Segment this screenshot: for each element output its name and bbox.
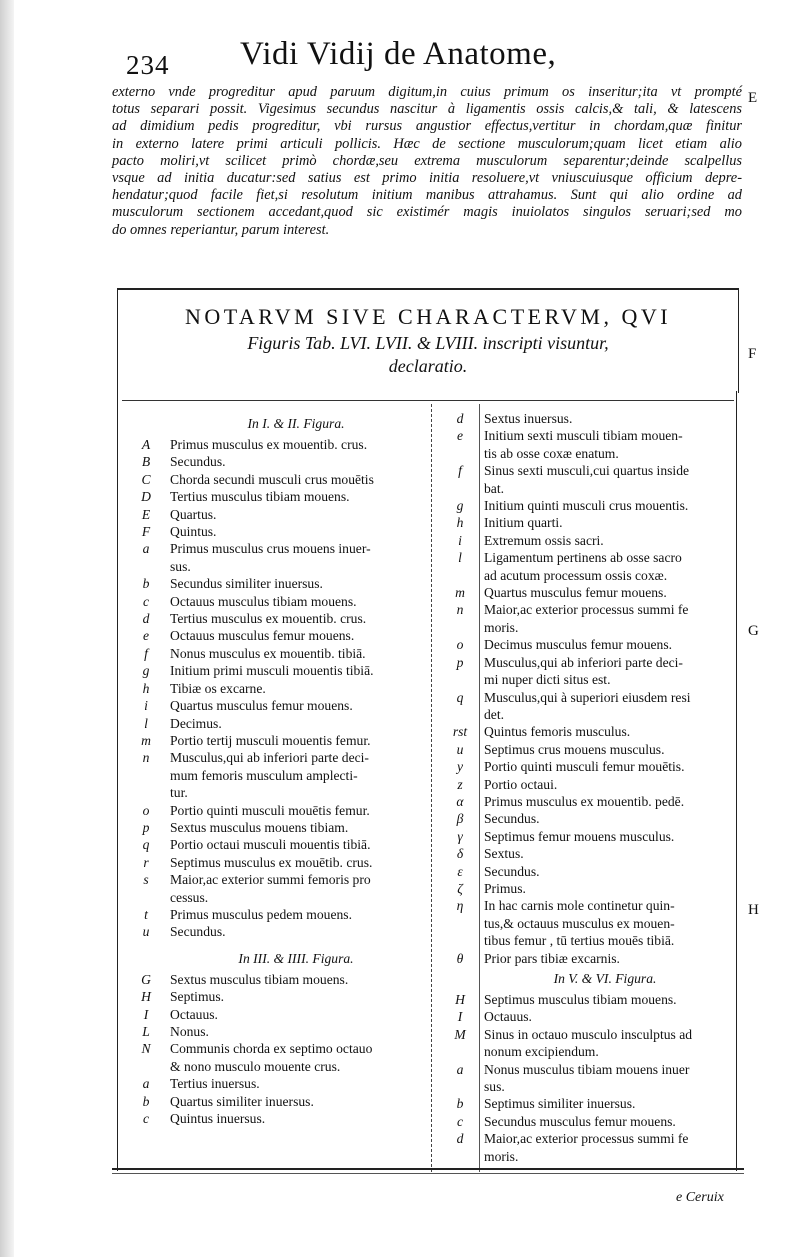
- legend-key: g: [456, 498, 464, 514]
- page-binding-shadow: [0, 0, 14, 1257]
- legend-description: Sinus in octauo musculo insculptus ad: [484, 1026, 693, 1042]
- legend-key: rst: [452, 724, 468, 740]
- legend-row: [436, 863, 734, 880]
- legend-row: [122, 558, 430, 575]
- intro-line: ad dimidium pedis progreditur, vbi rursus angustior effectus,vertitur in chordam,quæ finitur: [112, 118, 742, 135]
- legend-key: δ: [456, 846, 464, 862]
- legend-description: Portio octaui musculi mouentis tibiā.: [170, 837, 371, 853]
- legend-key: E: [141, 506, 151, 522]
- table-title-box: [117, 288, 739, 393]
- legend-row: [122, 1040, 430, 1057]
- legend-key: d: [456, 411, 464, 426]
- legend-row: [122, 906, 430, 923]
- legend-row: [436, 532, 734, 549]
- legend-description: Communis chorda ex septimo octauo: [170, 1041, 373, 1057]
- legend-row: [436, 445, 734, 462]
- legend-key: e: [456, 428, 464, 444]
- legend-key: i: [458, 532, 462, 548]
- legend-description: Tertius musculus tibiam mouens.: [170, 489, 350, 505]
- legend-key: s: [143, 872, 149, 888]
- legend-row: [122, 697, 430, 714]
- legend-key: [436, 619, 484, 636]
- legend-key: n: [142, 750, 150, 766]
- legend-description: Octauus.: [484, 1009, 532, 1025]
- intro-line: musculorum sectionem accedant,quod sic existimér magis inuiolatos singulos seruari;sed mo: [112, 204, 742, 221]
- legend-description: Quartus musculus femur mouens.: [170, 698, 353, 714]
- legend-description: Sextus musculus mouens tibiam.: [170, 819, 349, 835]
- legend-description: Portio quinti musculi mouētis femur.: [170, 802, 370, 818]
- legend-description: Portio tertij musculi mouentis femur.: [170, 732, 371, 748]
- legend-key: l: [144, 715, 148, 731]
- legend-key: G: [141, 971, 151, 987]
- legend-row: [436, 514, 734, 531]
- legend-row: [436, 497, 734, 514]
- legend-description: moris.: [484, 619, 519, 635]
- legend-key: [436, 480, 484, 497]
- legend-key: o: [142, 802, 150, 818]
- legend-row: [122, 819, 430, 836]
- legend-key: m: [141, 732, 151, 748]
- legend-row: [436, 427, 734, 444]
- running-title: Vidi Vidij de Anatome,: [240, 36, 557, 72]
- legend-row: [436, 671, 734, 688]
- legend-key: o: [456, 637, 464, 653]
- legend-key: C: [141, 471, 151, 487]
- legend-key: [436, 671, 484, 688]
- legend-row: [436, 915, 734, 932]
- legend-description: moris.: [484, 1148, 519, 1164]
- legend-key: η: [456, 898, 464, 914]
- legend-key: i: [144, 698, 148, 714]
- legend-key: ζ: [457, 880, 463, 896]
- legend-description: tibus femur , tū tertius mouēs tibiā.: [484, 933, 675, 949]
- legend-row: [436, 793, 734, 810]
- legend-key: γ: [457, 828, 463, 844]
- legend-description: Musculus,qui à superiori eiusdem resi: [484, 689, 691, 705]
- legend-row: [436, 880, 734, 897]
- legend-row: [436, 897, 734, 914]
- legend-key: a: [142, 541, 150, 557]
- legend-row: [436, 758, 734, 775]
- legend-row: [436, 741, 734, 758]
- legend-row: [436, 845, 734, 862]
- intro-line: vsque ad initia ducatur:sed satius est primo initia resoluere,vt vniuscuiusque officium depre-: [112, 170, 742, 187]
- legend-row: [122, 1006, 430, 1023]
- legend-description: Quintus.: [170, 524, 217, 540]
- legend-row: [122, 1093, 430, 1110]
- figure-heading: In V. & VI. Figura.: [553, 971, 657, 986]
- intro-line: pacto moliri,vt scilicet primò chordæ,seu extrema musculorum separentur;deinde scalpellus: [112, 152, 742, 169]
- legend-key: θ: [456, 950, 464, 966]
- legend-row: [122, 923, 430, 940]
- legend-key: t: [144, 906, 148, 922]
- legend-description: sus.: [484, 1079, 505, 1095]
- legend-row: [436, 1043, 734, 1060]
- legend-description: nonum excipiendum.: [484, 1044, 599, 1060]
- legend-key: β: [456, 811, 464, 827]
- legend-row: [122, 889, 430, 906]
- legend-row: [122, 610, 430, 627]
- legend-key: H: [455, 992, 465, 1007]
- legend-description: Quintus femoris musculus.: [484, 724, 631, 740]
- legend-key: h: [456, 515, 464, 531]
- legend-description: Sextus inuersus.: [484, 411, 573, 426]
- legend-key: g: [142, 663, 150, 679]
- legend-description: Portio octaui.: [484, 776, 558, 792]
- intro-paragraph: [112, 84, 742, 239]
- table-border-right: [736, 391, 737, 1171]
- legend-row: [436, 1095, 734, 1112]
- legend-key: N: [141, 1041, 151, 1057]
- legend-row: [122, 715, 430, 732]
- legend-description: Quintus inuersus.: [170, 1111, 266, 1127]
- legend-row: [122, 645, 430, 662]
- legend-key: p: [142, 819, 150, 835]
- legend-description: Octauus musculus tibiam mouens.: [170, 593, 357, 609]
- legend-key: b: [142, 576, 150, 592]
- legend-description: Secundus similiter inuersus.: [170, 576, 323, 592]
- legend-key: D: [141, 489, 151, 505]
- legend-row: [122, 784, 430, 801]
- legend-row: [436, 410, 734, 427]
- table-border-left: [117, 391, 118, 1171]
- legend-row: [436, 636, 734, 653]
- intro-line: totus separari possit. Vigesimus secundus nascitur à ligamentis ossis calcis,& tali, & latescens: [112, 101, 742, 118]
- legend-key: l: [458, 550, 462, 566]
- legend-description: Secundus musculus femur mouens.: [484, 1113, 676, 1129]
- legend-row: [122, 732, 430, 749]
- legend-row: [122, 662, 430, 679]
- legend-key: z: [457, 776, 463, 792]
- legend-description: sus.: [170, 558, 191, 574]
- legend-row: [436, 619, 734, 636]
- legend-row: [122, 836, 430, 853]
- legend-key: b: [456, 1096, 464, 1112]
- legend-row: [122, 523, 430, 540]
- legend-description: Decimus.: [170, 715, 222, 731]
- legend-description: Septimus similiter inuersus.: [484, 1096, 636, 1112]
- legend-row: [122, 488, 430, 505]
- legend-key: [436, 1148, 484, 1165]
- legend-description: Octauus musculus femur mouens.: [170, 628, 355, 644]
- legend-description: Septimus.: [170, 989, 225, 1005]
- legend-row: [436, 706, 734, 723]
- legend-row: [436, 480, 734, 497]
- legend-key: [122, 558, 170, 575]
- margin-note-e: E: [748, 90, 758, 106]
- table-subtitle: Figuris Tab. LVI. LVII. & LVIII. inscripti visuntur,: [247, 333, 609, 353]
- legend-row: [436, 810, 734, 827]
- margin-note-h: H: [748, 902, 759, 918]
- legend-description: Primus musculus crus mouens inuer-: [170, 541, 371, 557]
- legend-row: [436, 776, 734, 793]
- legend-row: [122, 988, 430, 1005]
- legend-key: L: [142, 1024, 150, 1039]
- table-subtitle-end: declaratio.: [388, 356, 468, 376]
- legend-key: B: [141, 454, 151, 470]
- table-title: NOTARVM SIVE CHARACTERVM, QVI: [184, 304, 672, 329]
- legend-key: r: [143, 854, 149, 870]
- legend-description: Decimus musculus femur mouens.: [484, 637, 673, 653]
- legend-row: [436, 601, 734, 618]
- legend-description: mum femoris musculum amplecti-: [170, 767, 358, 783]
- legend-list: [122, 436, 430, 941]
- legend-key: c: [142, 1111, 150, 1127]
- legend-key: [436, 915, 484, 932]
- intro-line: externo vnde progreditur apud paruum digitum,in cuius primum os inseritur;ita vt prompté: [112, 84, 742, 100]
- legend-description: Tertius musculus ex mouentib. crus.: [170, 611, 367, 627]
- legend-description: Septimus musculus tibiam mouens.: [484, 992, 677, 1007]
- legend-description: Primus musculus ex mouentib. pedē.: [484, 793, 685, 809]
- legend-description: Quartus musculus femur mouens.: [484, 585, 667, 601]
- legend-description: Sextus musculus tibiam mouens.: [170, 971, 349, 987]
- legend-description: Initium primi musculi mouentis tibiā.: [170, 663, 374, 679]
- legend-description: Primus musculus pedem mouens.: [170, 906, 352, 922]
- legend-row: [122, 854, 430, 871]
- legend-row: [436, 654, 734, 671]
- legend-row: [436, 723, 734, 740]
- legend-key: [122, 1058, 170, 1075]
- legend-key: m: [455, 585, 465, 601]
- legend-description: Initium quarti.: [484, 515, 563, 531]
- legend-key: h: [142, 680, 150, 696]
- legend-row: [436, 1113, 734, 1130]
- legend-row: [436, 828, 734, 845]
- margin-note-g: G: [748, 623, 759, 639]
- legend-key: n: [456, 602, 464, 618]
- figure-heading: In I. & II. Figura.: [247, 416, 345, 431]
- legend-key: [436, 1043, 484, 1060]
- legend-key: d: [142, 611, 150, 627]
- legend-row: [436, 689, 734, 706]
- legend-key: [436, 1078, 484, 1095]
- legend-row: [122, 453, 430, 470]
- legend-description: Tibiæ os excarne.: [170, 680, 266, 696]
- legend-key: q: [456, 689, 464, 705]
- legend-description: Primus.: [484, 880, 526, 896]
- legend-key: b: [142, 1093, 150, 1109]
- legend-row: [122, 749, 430, 766]
- legend-description: Nonus musculus tibiam mouens inuer: [484, 1061, 690, 1077]
- legend-description: Portio quinti musculi femur mouētis.: [484, 759, 685, 775]
- legend-row: [122, 627, 430, 644]
- legend-row: [436, 567, 734, 584]
- legend-key: [436, 706, 484, 723]
- legend-key: ε: [457, 863, 463, 879]
- legend-row: [122, 1058, 430, 1075]
- legend-row: [122, 575, 430, 592]
- legend-description: Octauus.: [170, 1006, 218, 1022]
- legend-row: [436, 584, 734, 601]
- legend-row: [122, 1023, 430, 1040]
- legend-key: y: [456, 759, 464, 775]
- legend-row: [122, 540, 430, 557]
- legend-row: [436, 462, 734, 479]
- legend-row: [122, 680, 430, 697]
- legend-key: [436, 932, 484, 949]
- legend-description: Tertius inuersus.: [170, 1076, 260, 1092]
- legend-key: H: [141, 989, 151, 1005]
- intro-line: hendatur;quod facile fiet,si resolutum initium manibus attrahamus. Sunt qui alio ordine ad: [112, 187, 742, 204]
- legend-row: [436, 1148, 734, 1165]
- legend-key: u: [456, 741, 464, 757]
- table-top-rule: [122, 400, 734, 401]
- legend-description: Prior pars tibiæ excarnis.: [484, 950, 620, 966]
- legend-key: a: [456, 1061, 464, 1077]
- intro-line: do omnes reperiantur, parum interest.: [112, 221, 330, 238]
- legend-key: I: [457, 1009, 463, 1025]
- legend-description: Chorda secundi musculi crus mouētis: [170, 471, 374, 487]
- legend-description: Septimus crus mouens musculus.: [484, 741, 665, 757]
- legend-column-right: [436, 410, 734, 1165]
- legend-row: [436, 1130, 734, 1147]
- legend-description: Secundus.: [170, 454, 226, 470]
- legend-key: [436, 567, 484, 584]
- bottom-rule: [112, 1168, 744, 1170]
- legend-key: [122, 889, 170, 906]
- legend-row: [122, 1110, 430, 1127]
- legend-description: ad acutum processum ossis coxæ.: [484, 567, 668, 583]
- legend-row: [436, 1026, 734, 1043]
- legend-description: mi nuper dicti situs est.: [484, 672, 611, 688]
- catchword: e Ceruix: [676, 1190, 724, 1205]
- legend-description: Musculus,qui ab inferiori parte deci-: [170, 750, 369, 766]
- legend-row: [122, 1075, 430, 1092]
- bottom-rule-thin: [112, 1173, 744, 1174]
- legend-row: [122, 767, 430, 784]
- legend-description: Maior,ac exterior processus summi fe: [484, 1131, 689, 1147]
- legend-description: tus,& octauus musculus ex mouen-: [484, 915, 675, 931]
- legend-row: [122, 471, 430, 488]
- legend-row: [436, 1061, 734, 1078]
- legend-key: p: [456, 654, 464, 670]
- legend-description: Maior,ac exterior processus summi fe: [484, 602, 689, 618]
- legend-row: [122, 802, 430, 819]
- legend-key: [122, 784, 170, 801]
- legend-key: A: [141, 437, 151, 452]
- legend-description: Septimus femur mouens musculus.: [484, 828, 675, 844]
- legend-list: [122, 971, 430, 1128]
- legend-key: a: [142, 1076, 150, 1092]
- legend-row: [436, 950, 734, 967]
- legend-key: α: [456, 793, 464, 809]
- legend-description: Extremum ossis sacri.: [484, 532, 604, 548]
- legend-row: [436, 932, 734, 949]
- legend-description: Quartus similiter inuersus.: [170, 1093, 314, 1109]
- legend-list: [436, 410, 734, 967]
- legend-description: Secundus.: [170, 924, 226, 940]
- legend-description: & nono musculo mouente crus.: [170, 1058, 341, 1074]
- intro-line: in externo latere primi articuli pollicis. Hæc de sectione musculorum;quam licet etiam alio: [112, 135, 742, 152]
- legend-description: Secundus.: [484, 863, 540, 879]
- legend-description: Septimus musculus ex mouētib. crus.: [170, 854, 373, 870]
- legend-description: Initium sexti musculi tibiam mouen-: [484, 428, 683, 444]
- margin-note-f: F: [748, 346, 757, 362]
- legend-description: Secundus.: [484, 811, 540, 827]
- legend-description: bat.: [484, 480, 505, 496]
- legend-key: q: [142, 837, 150, 853]
- legend-row: [122, 971, 430, 988]
- legend-description: tis ab osse coxæ enatum.: [484, 445, 619, 461]
- legend-description: Sextus.: [484, 846, 524, 862]
- legend-key: I: [143, 1006, 149, 1022]
- legend-description: Quartus.: [170, 506, 217, 522]
- legend-description: Initium quinti musculi crus mouentis.: [484, 498, 689, 514]
- legend-description: Sinus sexti musculi,cui quartus inside: [484, 463, 690, 479]
- legend-row: [122, 871, 430, 888]
- legend-column-left: [122, 410, 430, 1127]
- legend-row: [122, 506, 430, 523]
- legend-description: det.: [484, 706, 505, 722]
- figure-heading: In III. & IIII. Figura.: [238, 950, 354, 966]
- legend-key: M: [454, 1026, 466, 1042]
- legend-key: [436, 445, 484, 462]
- legend-description: tur.: [170, 785, 188, 801]
- legend-key: F: [141, 524, 151, 540]
- legend-description: Maior,ac exterior summi femoris pro: [170, 872, 371, 888]
- legend-key: c: [456, 1113, 464, 1129]
- legend-key: f: [458, 463, 462, 479]
- legend-key: e: [142, 628, 150, 644]
- legend-row: [436, 1008, 734, 1025]
- legend-description: cessus.: [170, 889, 209, 905]
- legend-key: d: [456, 1131, 464, 1147]
- legend-key: [122, 767, 170, 784]
- legend-row: [436, 991, 734, 1008]
- page-number: 234: [126, 50, 170, 80]
- legend-list: [436, 991, 734, 1165]
- legend-description: Ligamentum pertinens ab osse sacro: [484, 550, 682, 566]
- legend-description: In hac carnis mole continetur quin-: [484, 898, 675, 914]
- legend-description: Musculus,qui ab inferiori parte deci-: [484, 654, 683, 670]
- legend-description: Nonus musculus ex mouentib. tibiā.: [170, 645, 366, 661]
- legend-key: u: [142, 924, 150, 940]
- legend-row: [436, 1078, 734, 1095]
- legend-row: [122, 593, 430, 610]
- legend-row: [122, 436, 430, 453]
- legend-key: f: [144, 645, 148, 661]
- legend-key: c: [142, 593, 150, 609]
- legend-row: [436, 549, 734, 566]
- legend-description: Primus musculus ex mouentib. crus.: [170, 437, 368, 452]
- legend-description: Nonus.: [170, 1024, 209, 1039]
- column-divider: [431, 404, 432, 1172]
